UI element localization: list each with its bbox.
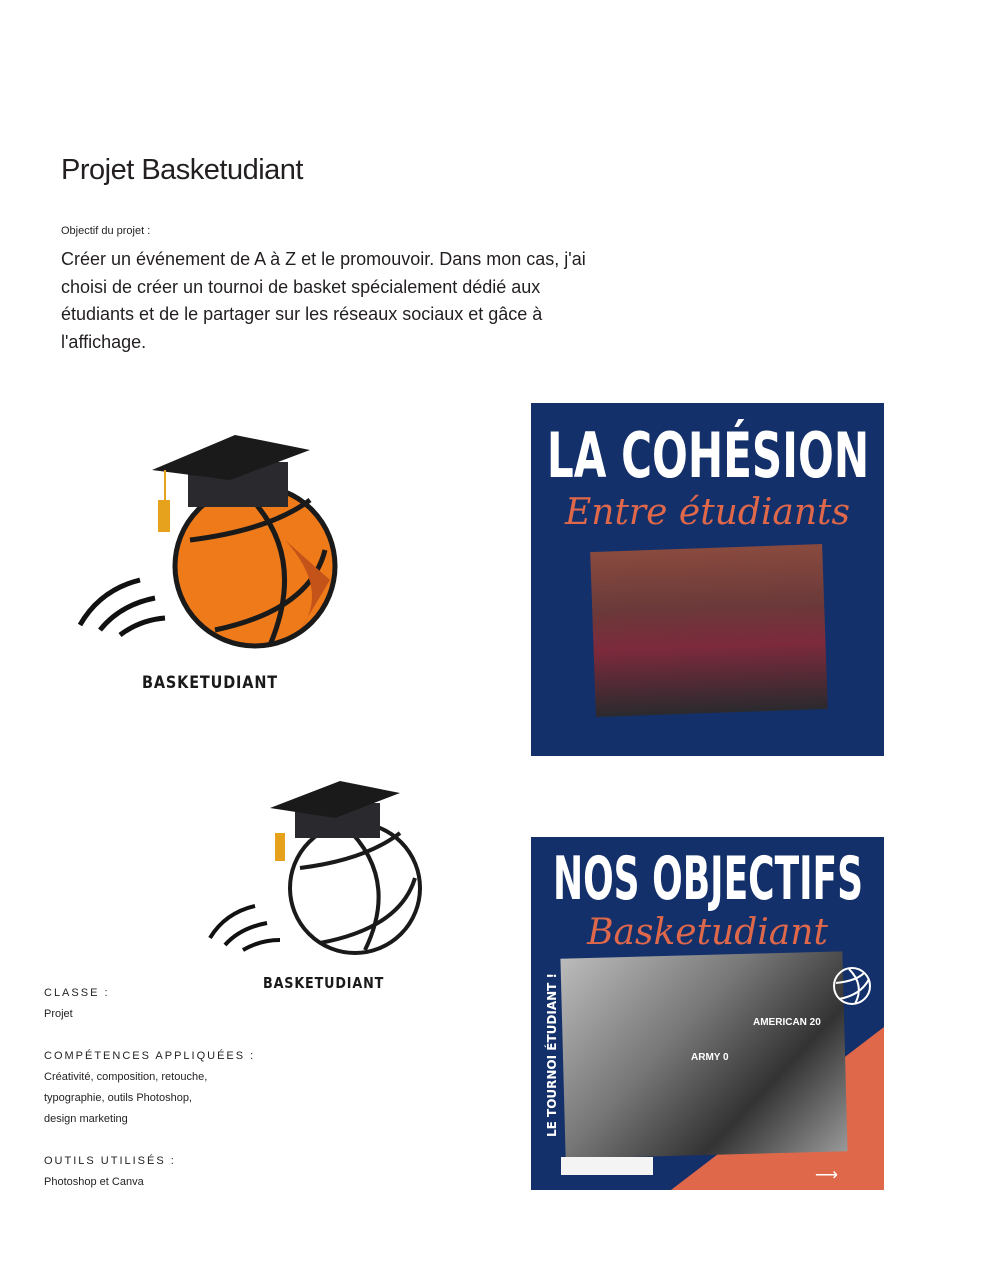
logo-wordmark: BASKETUDIANT xyxy=(263,974,385,992)
poster-side-text: LE TOURNOI ÉTUDIANT ! xyxy=(545,973,559,1137)
outils-value: Photoshop et Canva xyxy=(44,1176,144,1188)
basketball-graduation-icon xyxy=(70,430,350,660)
logo-outline xyxy=(205,778,435,998)
classe-label: CLASSE : xyxy=(44,987,110,999)
logo-color xyxy=(70,430,350,700)
competences-line: design marketing xyxy=(44,1113,128,1125)
project-info xyxy=(44,983,255,1193)
basketball-icon xyxy=(831,965,873,1007)
poster-cohesion xyxy=(531,403,884,756)
outils-label: OUTILS UTILISÉS : xyxy=(44,1155,176,1167)
jersey-american: AMERICAN 20 xyxy=(753,1017,821,1028)
page-title: Projet Basketudiant xyxy=(61,154,303,186)
poster-headline: LA COHÉSION xyxy=(546,419,869,492)
poster-script: Basketudiant xyxy=(587,912,828,953)
students-photo xyxy=(590,544,828,717)
poster-headline: NOS OBJECTIFS xyxy=(552,844,863,914)
white-tape xyxy=(561,1157,653,1175)
poster-objectifs xyxy=(531,837,884,1190)
competences-line: Créativité, composition, retouche, xyxy=(44,1071,208,1083)
arrow-icon: ⟶ xyxy=(815,1167,838,1184)
objective-label: Objectif du projet : xyxy=(61,225,151,237)
logo-wordmark: BASKETUDIANT xyxy=(142,673,278,693)
basketball-outline-icon xyxy=(205,778,435,968)
classe-value: Projet xyxy=(44,1008,73,1020)
competences-label: COMPÉTENCES APPLIQUÉES : xyxy=(44,1050,256,1062)
competences-line: typographie, outils Photoshop, xyxy=(44,1092,192,1104)
objective-text: Créer un événement de A à Z et le promouvoir. Dans mon cas, j'ai choisi de créer un tournoi de basket spécialement dédié aux étudiants et de le partager sur les réseaux sociaux et gâce à l'affichage. xyxy=(61,249,586,352)
jersey-army: ARMY 0 xyxy=(691,1052,729,1063)
poster-script: Entre étudiants xyxy=(565,492,850,533)
